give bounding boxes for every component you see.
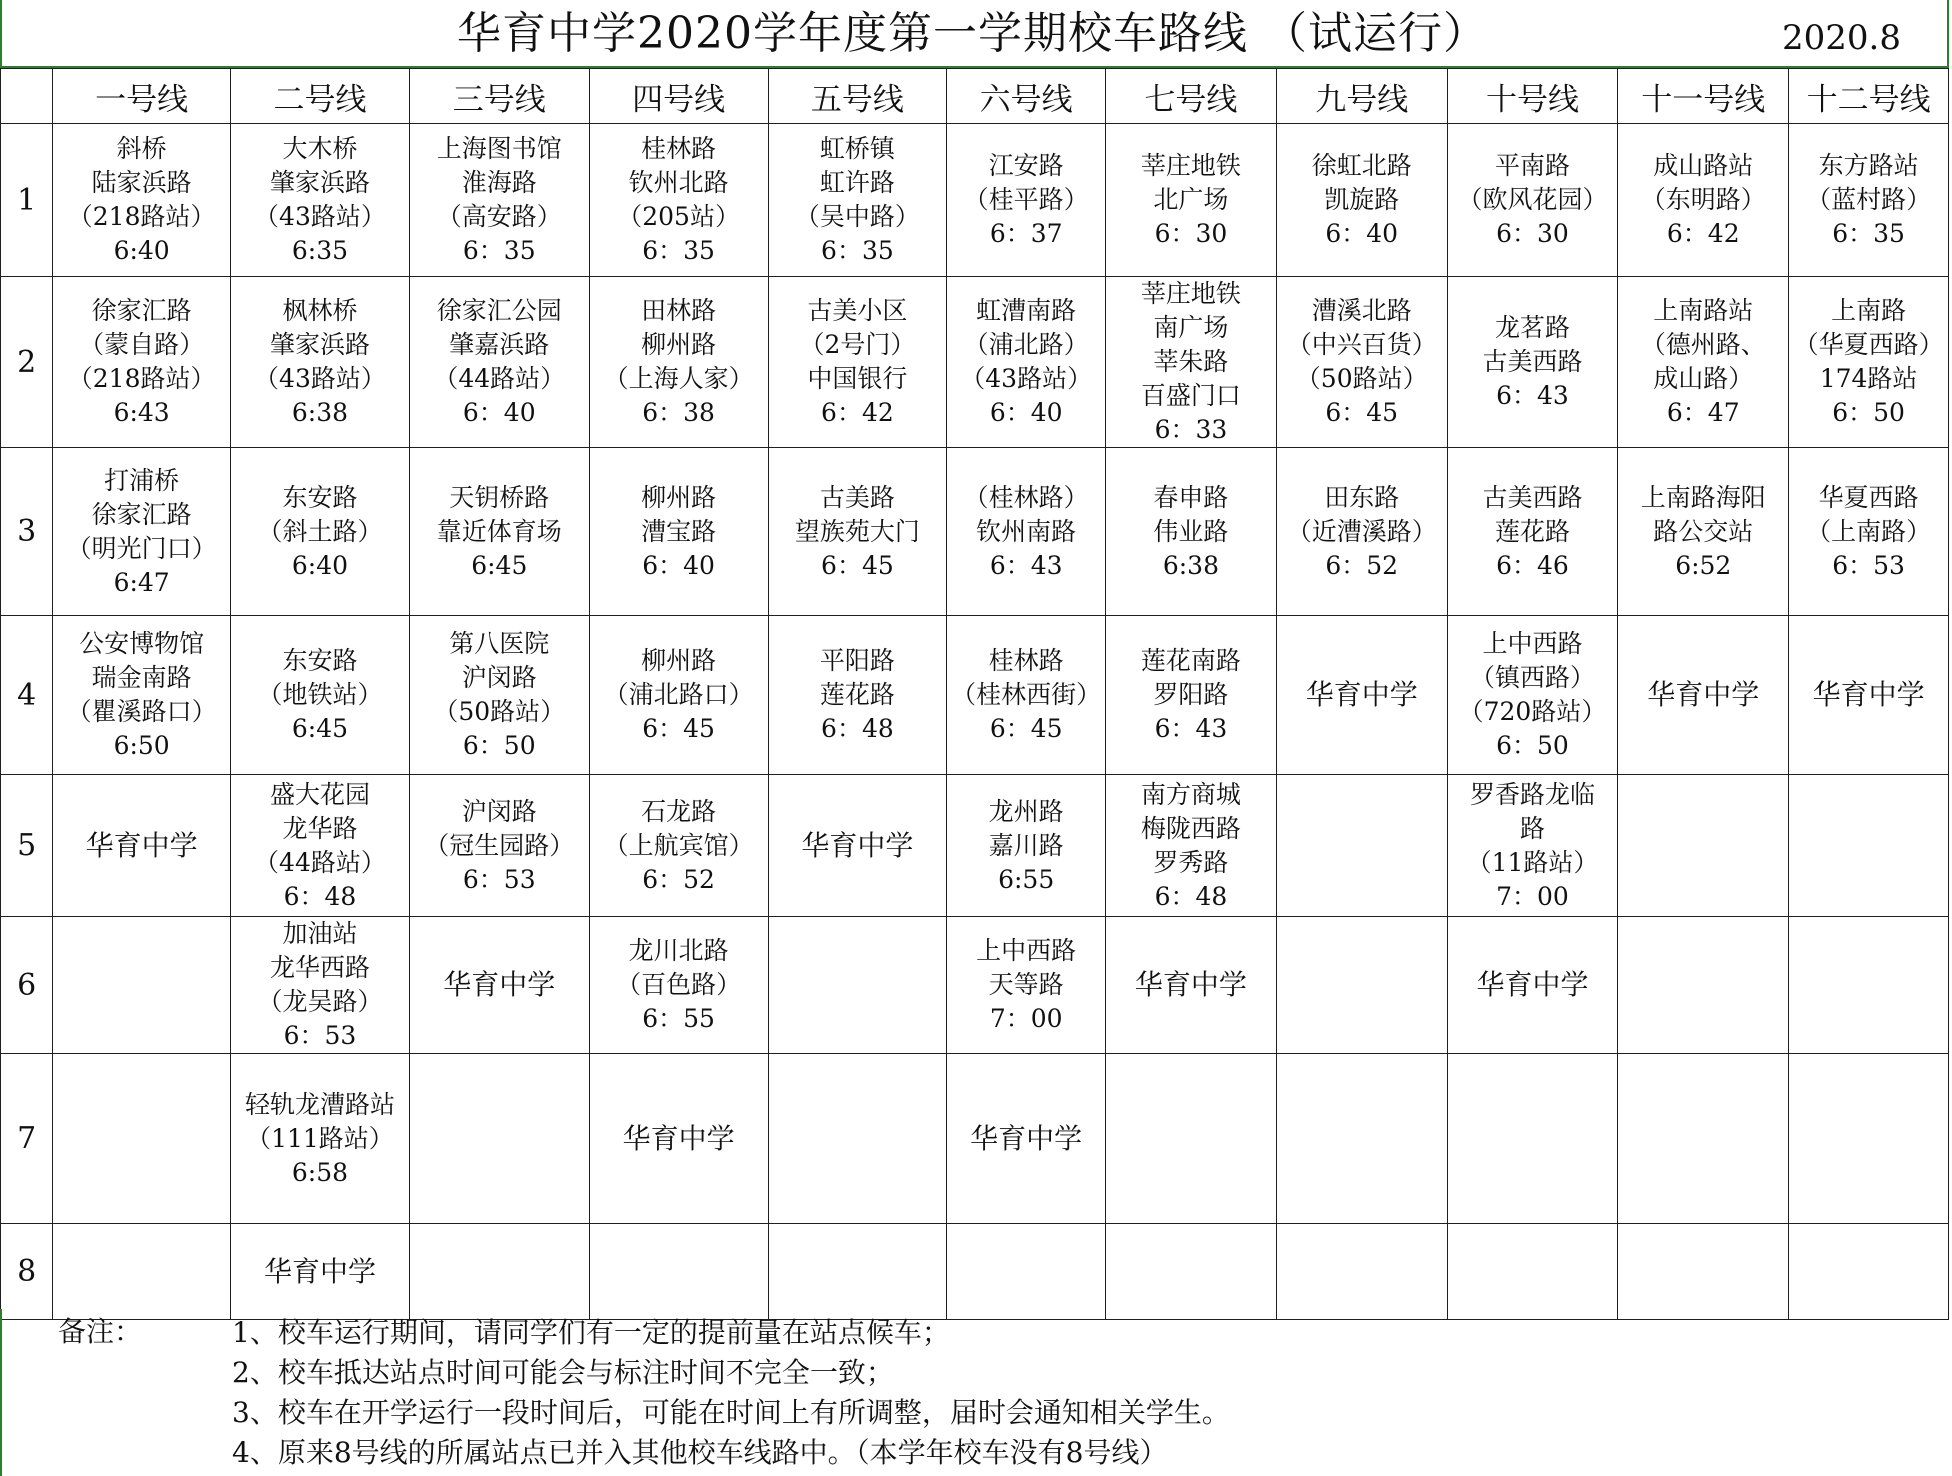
stop-cell: 古美小区 （2号门） 中国银行 6：42: [768, 277, 947, 448]
stop-cell: 上海图书馆 淮海路 （高安路） 6：35: [409, 124, 589, 277]
stop-cell: 罗香路龙临 路 （11路站） 7：00: [1447, 775, 1618, 917]
stop-cell: 石龙路 （上航宾馆） 6：52: [589, 775, 768, 917]
stop-cell: （桂林路） 钦州南路 6：43: [947, 448, 1106, 616]
empty-cell: [1789, 1224, 1949, 1320]
column-header: 十二号线: [1789, 69, 1949, 124]
stop-cell: 春申路 伟业路 6:38: [1106, 448, 1277, 616]
stop-cell: 柳州路 （浦北路口） 6：45: [589, 616, 768, 775]
table-row: [1, 124, 1949, 277]
note-item: 2、校车抵达站点时间可能会与标注时间不完全一致；: [232, 1356, 894, 1389]
stop-cell: 第八医院 沪闵路 （50路站） 6：50: [409, 616, 589, 775]
column-header: 三号线: [409, 69, 589, 124]
stop-cell: 古美西路 莲花路 6：46: [1447, 448, 1618, 616]
stop-cell: 桂林路 （桂林西街） 6：45: [947, 616, 1106, 775]
table-row: [1, 775, 1949, 917]
notes-label: 备注：: [58, 1315, 143, 1348]
empty-cell: [1106, 1054, 1277, 1224]
empty-cell: [768, 1054, 947, 1224]
stop-cell: 东安路 （斜土路） 6:40: [231, 448, 410, 616]
notes-list: [232, 1313, 1230, 1473]
column-header: 一号线: [53, 69, 231, 124]
title-bar: [0, 0, 1949, 68]
stop-cell: 天钥桥路 靠近体育场 6:45: [409, 448, 589, 616]
empty-cell: [1276, 917, 1447, 1054]
destination-stop-cell: 华育中学: [1447, 917, 1618, 1054]
stop-cell: 江安路 （桂平路） 6：37: [947, 124, 1106, 277]
column-header: 九号线: [1276, 69, 1447, 124]
note-item: 1、校车运行期间，请同学们有一定的提前量在站点候车；: [232, 1316, 950, 1349]
empty-cell: [1618, 1224, 1789, 1320]
empty-cell: [1447, 1054, 1618, 1224]
destination-stop-cell: 华育中学: [768, 775, 947, 917]
empty-cell: [1789, 775, 1949, 917]
empty-cell: [1789, 917, 1949, 1054]
table-row: [1, 917, 1949, 1054]
notes-section: [0, 1309, 1949, 1476]
stop-cell: 莲花南路 罗阳路 6：43: [1106, 616, 1277, 775]
table-row: [1, 1224, 1949, 1320]
row-number: 4: [1, 616, 53, 775]
empty-cell: [409, 1224, 589, 1320]
table-row: [1, 277, 1949, 448]
note-item: 4、原来8号线的所属站点已并入其他校车线路中。（本学年校车没有8号线）: [232, 1436, 1168, 1469]
empty-cell: [1618, 917, 1789, 1054]
stop-cell: 东方路站 （蓝村路） 6：35: [1789, 124, 1949, 277]
table-header-row: [1, 69, 1949, 124]
row-number: 6: [1, 917, 53, 1054]
empty-cell: [53, 917, 231, 1054]
stop-cell: 桂林路 钦州北路 （205站） 6：35: [589, 124, 768, 277]
column-header: 十一号线: [1618, 69, 1789, 124]
empty-cell: [1789, 1054, 1949, 1224]
destination-stop-cell: 华育中学: [53, 775, 231, 917]
empty-cell: [1618, 775, 1789, 917]
empty-cell: [53, 1224, 231, 1320]
destination-stop-cell: 华育中学: [947, 1054, 1106, 1224]
date-label: 2020.8: [1782, 18, 1901, 58]
empty-cell: [768, 1224, 947, 1320]
corner-header-cell: [1, 69, 53, 124]
stop-cell: 龙川北路 （百色路） 6：55: [589, 917, 768, 1054]
stop-cell: 成山路站 （东明路） 6：42: [1618, 124, 1789, 277]
stop-cell: 盛大花园 龙华路 （44路站） 6：48: [231, 775, 410, 917]
row-number: 5: [1, 775, 53, 917]
row-number: 1: [1, 124, 53, 277]
stop-cell: 上南路 （华夏西路） 174路站 6：50: [1789, 277, 1949, 448]
stop-cell: 南方商城 梅陇西路 罗秀路 6：48: [1106, 775, 1277, 917]
empty-cell: [947, 1224, 1106, 1320]
row-number: 8: [1, 1224, 53, 1320]
stop-cell: 斜桥 陆家浜路 （218路站） 6:40: [53, 124, 231, 277]
stop-cell: 上中西路 天等路 7：00: [947, 917, 1106, 1054]
stop-cell: 龙州路 嘉川路 6:55: [947, 775, 1106, 917]
empty-cell: [409, 1054, 589, 1224]
table-row: [1, 1054, 1949, 1224]
column-header: 七号线: [1106, 69, 1277, 124]
stop-cell: 平南路 （欧风花园） 6：30: [1447, 124, 1618, 277]
stop-cell: 龙茗路 古美西路 6：43: [1447, 277, 1618, 448]
stop-cell: 柳州路 漕宝路 6：40: [589, 448, 768, 616]
stop-cell: 田东路 （近漕溪路） 6：52: [1276, 448, 1447, 616]
empty-cell: [1276, 1224, 1447, 1320]
empty-cell: [1276, 1054, 1447, 1224]
destination-stop-cell: 华育中学: [409, 917, 589, 1054]
column-header: 二号线: [231, 69, 410, 124]
destination-stop-cell: 华育中学: [1789, 616, 1949, 775]
empty-cell: [53, 1054, 231, 1224]
stop-cell: 上南路站 （德州路、 成山路） 6：47: [1618, 277, 1789, 448]
empty-cell: [1276, 775, 1447, 917]
empty-cell: [1447, 1224, 1618, 1320]
destination-stop-cell: 华育中学: [589, 1054, 768, 1224]
stop-cell: 莘庄地铁 北广场 6：30: [1106, 124, 1277, 277]
column-header: 五号线: [768, 69, 947, 124]
stop-cell: 加油站 龙华西路 （龙吴路） 6：53: [231, 917, 410, 1054]
row-number: 2: [1, 277, 53, 448]
stop-cell: 虹漕南路 （浦北路） （43路站） 6：40: [947, 277, 1106, 448]
bus-route-table: [0, 68, 1949, 1320]
stop-cell: 打浦桥 徐家汇路 （明光门口） 6:47: [53, 448, 231, 616]
column-header: 四号线: [589, 69, 768, 124]
column-header: 十号线: [1447, 69, 1618, 124]
stop-cell: 华夏西路 （上南路） 6：53: [1789, 448, 1949, 616]
stop-cell: 平阳路 莲花路 6：48: [768, 616, 947, 775]
stop-cell: 上南路海阳 路公交站 6:52: [1618, 448, 1789, 616]
note-item: 3、校车在开学运行一段时间后，可能在时间上有所调整，届时会通知相关学生。: [232, 1396, 1230, 1429]
destination-stop-cell: 华育中学: [231, 1224, 410, 1320]
row-number: 7: [1, 1054, 53, 1224]
empty-cell: [1106, 1224, 1277, 1320]
stop-cell: 徐虹北路 凯旋路 6：40: [1276, 124, 1447, 277]
destination-stop-cell: 华育中学: [1106, 917, 1277, 1054]
stop-cell: 枫林桥 肇家浜路 （43路站） 6:38: [231, 277, 410, 448]
stop-cell: 沪闵路 （冠生园路） 6：53: [409, 775, 589, 917]
stop-cell: 轻轨龙漕路站 （111路站） 6:58: [231, 1054, 410, 1224]
stop-cell: 田林路 柳州路 （上海人家） 6：38: [589, 277, 768, 448]
empty-cell: [589, 1224, 768, 1320]
empty-cell: [768, 917, 947, 1054]
stop-cell: 东安路 （地铁站） 6:45: [231, 616, 410, 775]
stop-cell: 莘庄地铁 南广场 莘朱路 百盛门口 6：33: [1106, 277, 1277, 448]
stop-cell: 漕溪北路 （中兴百货） （50路站） 6：45: [1276, 277, 1447, 448]
stop-cell: 公安博物馆 瑞金南路 （瞿溪路口） 6:50: [53, 616, 231, 775]
destination-stop-cell: 华育中学: [1618, 616, 1789, 775]
empty-cell: [1618, 1054, 1789, 1224]
stop-cell: 徐家汇路 （蒙自路） （218路站） 6:43: [53, 277, 231, 448]
table-row: [1, 616, 1949, 775]
row-number: 3: [1, 448, 53, 616]
stop-cell: 徐家汇公园 肇嘉浜路 （44路站） 6：40: [409, 277, 589, 448]
stop-cell: 上中西路 （镇西路） （720路站） 6：50: [1447, 616, 1618, 775]
page-title: 华育中学2020学年度第一学期校车路线 （试运行）: [457, 8, 1488, 59]
destination-stop-cell: 华育中学: [1276, 616, 1447, 775]
stop-cell: 大木桥 肇家浜路 （43路站） 6:35: [231, 124, 410, 277]
column-header: 六号线: [947, 69, 1106, 124]
stop-cell: 虹桥镇 虹许路 （吴中路） 6：35: [768, 124, 947, 277]
stop-cell: 古美路 望族苑大门 6：45: [768, 448, 947, 616]
table-row: [1, 448, 1949, 616]
